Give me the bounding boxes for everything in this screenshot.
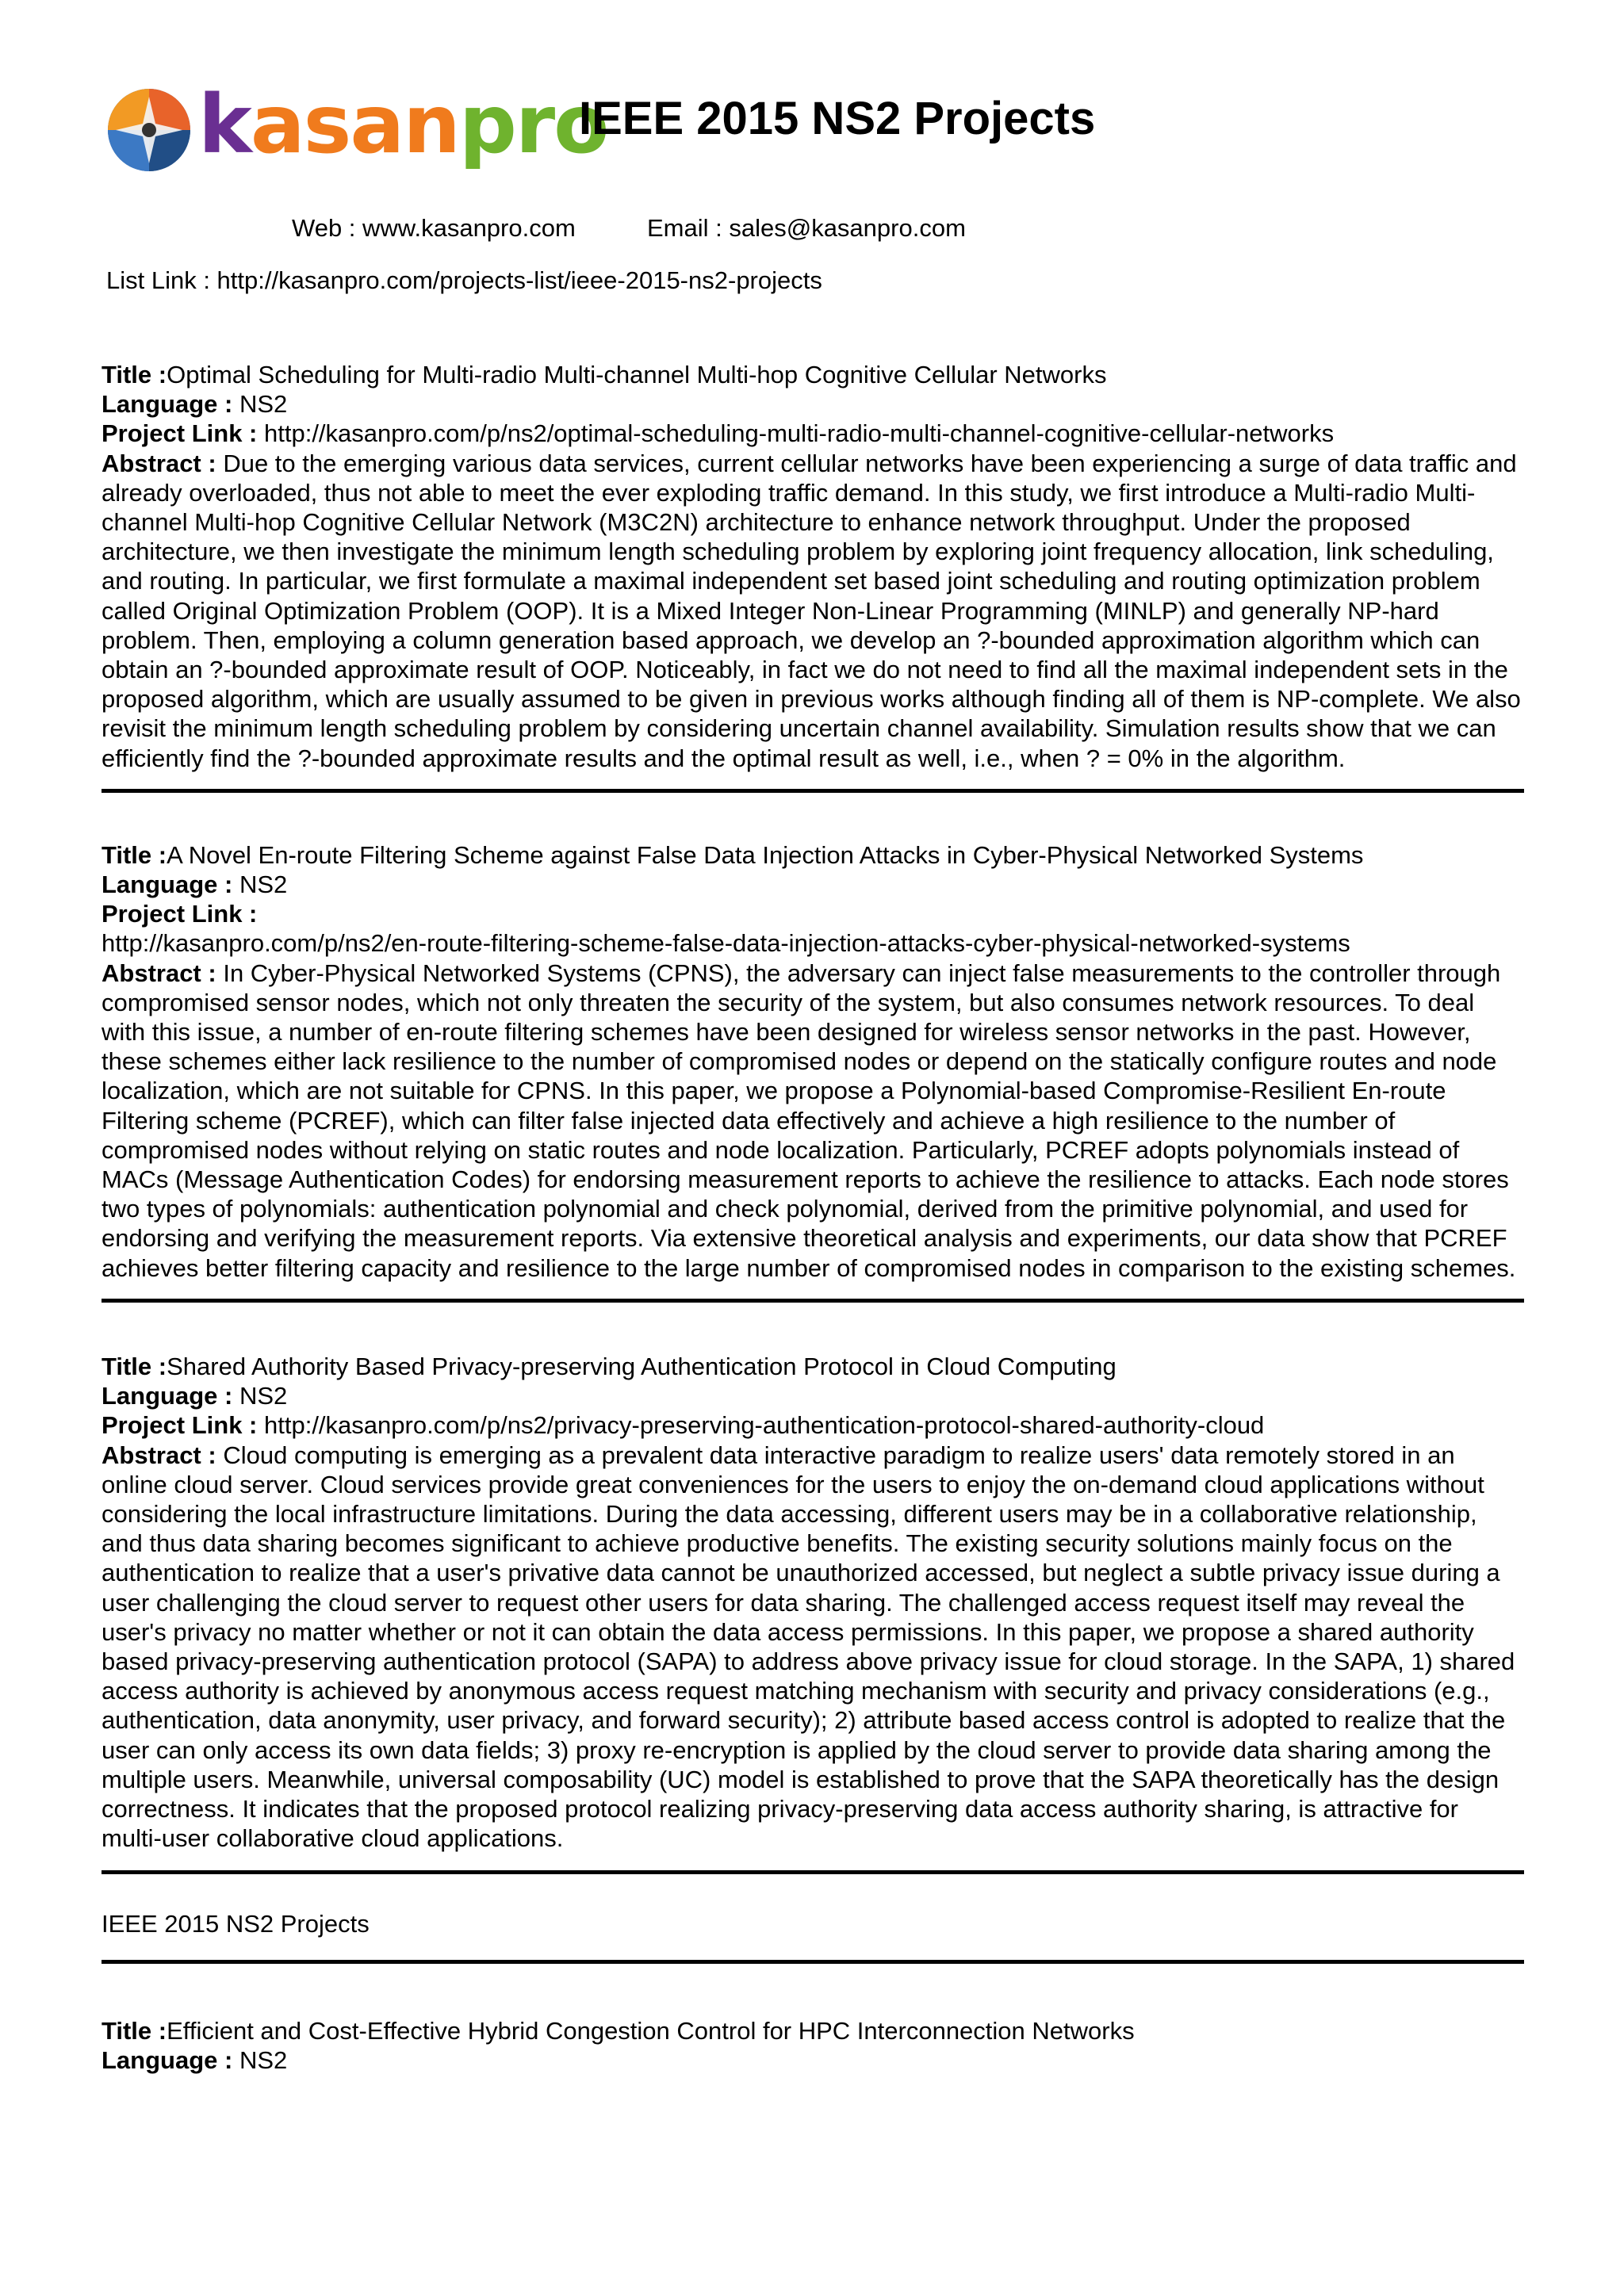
project-link[interactable]: http://kasanpro.com/p/ns2/optimal-scheduling-multi-radio-multi-channel-cognitive-cellular-networks [264,419,1335,448]
project-entry [102,840,1524,1283]
project-language: NS2 [239,2045,288,2074]
divider [102,1299,1524,1303]
project-link-line [102,899,1524,928]
project-title-line [102,360,1524,389]
divider [102,789,1524,793]
abstract-label: Abstract : [102,959,216,987]
title-label: Title : [102,361,167,388]
project-entry [102,360,1524,773]
project-entry [102,2016,1524,2075]
abstract-label: Abstract : [102,1441,216,1469]
project-link[interactable]: http://kasanpro.com/p/ns2/en-route-filtering-scheme-false-data-injection-attacks-cyber-physical-networked-systems [102,929,1350,958]
language-label: Language : [102,390,233,419]
section-label: IEEE 2015 NS2 Projects [102,1910,370,1938]
list-link[interactable]: List Link : http://kasanpro.com/projects-list/ieee-2015-ns2-projects [106,266,822,294]
project-title-line [102,2016,1524,2045]
project-language: NS2 [239,1382,288,1410]
project-abstract [102,959,1521,1283]
divider [102,1960,1524,1964]
email-address[interactable]: Email : sales@kasanpro.com [647,214,966,242]
logo-wordmark: kasanpro [198,78,608,172]
abstract-text: Due to the emerging various data services, current cellular networks have been experiencing a surge of data traffic and already overloaded, thus not able to meet the ever exploding traffic demand. In this study, we first introduce a Multi-radio Multi-channel Multi-hop Cognitive Cellular Network (M3C2N) architecture to enhance network throughput. Under the proposed architecture, we then investigate the minimum length scheduling problem by exploring joint frequency allocation, link scheduling, and routing. In particular, we first formulate a maximal independent set based joint scheduling and routing optimization problem called Original Optimization Problem (OOP). It is a Mixed Integer Non-Linear Programming (MINLP) and generally NP-hard problem. Then, employing a column generation based approach, we develop an ?-bounded approximation algorithm which can obtain an ?-bounded approximate result of OOP. Noticeably, in fact we do not need to find all the maximal independent sets in the proposed algorithm, which are usually assumed to be given in previous works although finding all of them is NP-complete. We also revisit the minimum length scheduling problem by considering uncertain channel availability. Simulation results show that we can efficiently find the ?-bounded approximate results and the optimal result as well, i.e., when ? = 0% in the algorithm. [102,449,1521,772]
title-label: Title : [102,1352,167,1380]
project-title-line [102,840,1524,870]
title-label: Title : [102,2016,167,2045]
title-label: Title : [102,840,167,869]
project-link-line [102,1410,1524,1440]
project-link-label: Project Link : [102,900,258,928]
project-link[interactable]: http://kasanpro.com/p/ns2/privacy-preserving-authentication-protocol-shared-authority-cloud [264,1411,1265,1440]
project-language-line [102,2045,1524,2075]
project-link-label: Project Link : [102,419,258,448]
project-title-line [102,1352,1524,1381]
web-address[interactable]: Web : www.kasanpro.com [292,214,576,242]
project-link-line [102,419,1524,448]
document-title: IEEE 2015 NS2 Projects [579,93,1096,144]
project-title: Optimal Scheduling for Multi-radio Multi-channel Multi-hop Cognitive Cellular Networks [167,361,1107,388]
language-label: Language : [102,871,233,899]
globe-logo-icon [105,86,193,174]
project-language-line [102,1381,1524,1410]
project-link-label: Project Link : [102,1411,258,1440]
project-language: NS2 [239,871,288,899]
project-title: A Novel En-route Filtering Scheme against False Data Injection Attacks in Cyber-Physical Networked Systems [167,840,1364,869]
abstract-text: Cloud computing is emerging as a prevalent data interactive paradigm to realize users' data remotely stored in an online cloud server. Cloud services provide great conveniences for the users to enjoy the on-demand cloud applications without considering the local infrastructure limitations. During the data accessing, different users may be in a collaborative relationship, and thus data sharing becomes significant to achieve productive benefits. The existing security solutions mainly focus on the authentication to realize that a user's privative data cannot be unauthorized accessed, but neglect a subtle privacy issue during a user challenging the cloud server to request other users for data sharing. The challenged access request itself may reveal the user's privacy no matter whether or not it can obtain the data access permissions. In this paper, we propose a shared authority based privacy-preserving authentication protocol (SAPA) to address above privacy issue for cloud storage. In the SAPA, 1) shared access authority is achieved by anonymous access request matching mechanism with security and privacy considerations (e.g., authentication, data anonymity, user privacy, and forward security); 2) attribute based access control is adopted to realize that the user can only access its own data fields; 3) proxy re-encryption is applied by the cloud server to provide data sharing among the multiple users. Meanwhile, universal composability (UC) model is established to prove that the SAPA theoretically has the design correctness. It indicates that the proposed protocol realizing privacy-preserving data access authority sharing, is attractive for multi-user collaborative cloud applications. [102,1441,1515,1853]
project-entry [102,1352,1524,1853]
kasanpro-logo [105,78,608,181]
abstract-label: Abstract : [102,449,216,477]
language-label: Language : [102,2045,233,2074]
abstract-text: In Cyber-Physical Networked Systems (CPNS), the adversary can inject false measurements to the controller through compromised sensor nodes, which not only threaten the security of the system, but also consumes network resources. To deal with this issue, a number of en-route filtering schemes have been designed for wireless sensor networks in the past. However, these schemes either lack resilience to the number of compromised nodes or depend on the statically configure routes and node localization, which are not suitable for CPNS. In this paper, we propose a Polynomial-based Compromise-Resilient En-route Filtering scheme (PCREF), which can filter false injected data effectively and achieve a high resilience to the number of compromised nodes without relying on static routes and node localization. Particularly, PCREF adopts polynomials instead of MACs (Message Authentication Codes) for endorsing measurement reports to achieve the resilience to attacks. Each node stores two types of polynomials: authentication polynomial and check polynomial, derived from the primitive polynomial, and used for endorsing and verifying the measurement reports. Via extensive theoretical analysis and experiments, our data show that PCREF achieves better filtering capacity and resilience to the large number of compromised nodes in comparison to the existing schemes. [102,959,1516,1282]
project-language-line [102,389,1524,419]
project-title: Efficient and Cost-Effective Hybrid Congestion Control for HPC Interconnection Networks [167,2016,1135,2045]
project-abstract [102,449,1521,773]
divider [102,1870,1524,1874]
project-list [102,360,1524,2075]
project-title: Shared Authority Based Privacy-preserving Authentication Protocol in Cloud Computing [167,1352,1116,1380]
project-language: NS2 [239,390,288,419]
language-label: Language : [102,1382,233,1410]
project-abstract [102,1441,1521,1854]
project-language-line [102,870,1524,899]
